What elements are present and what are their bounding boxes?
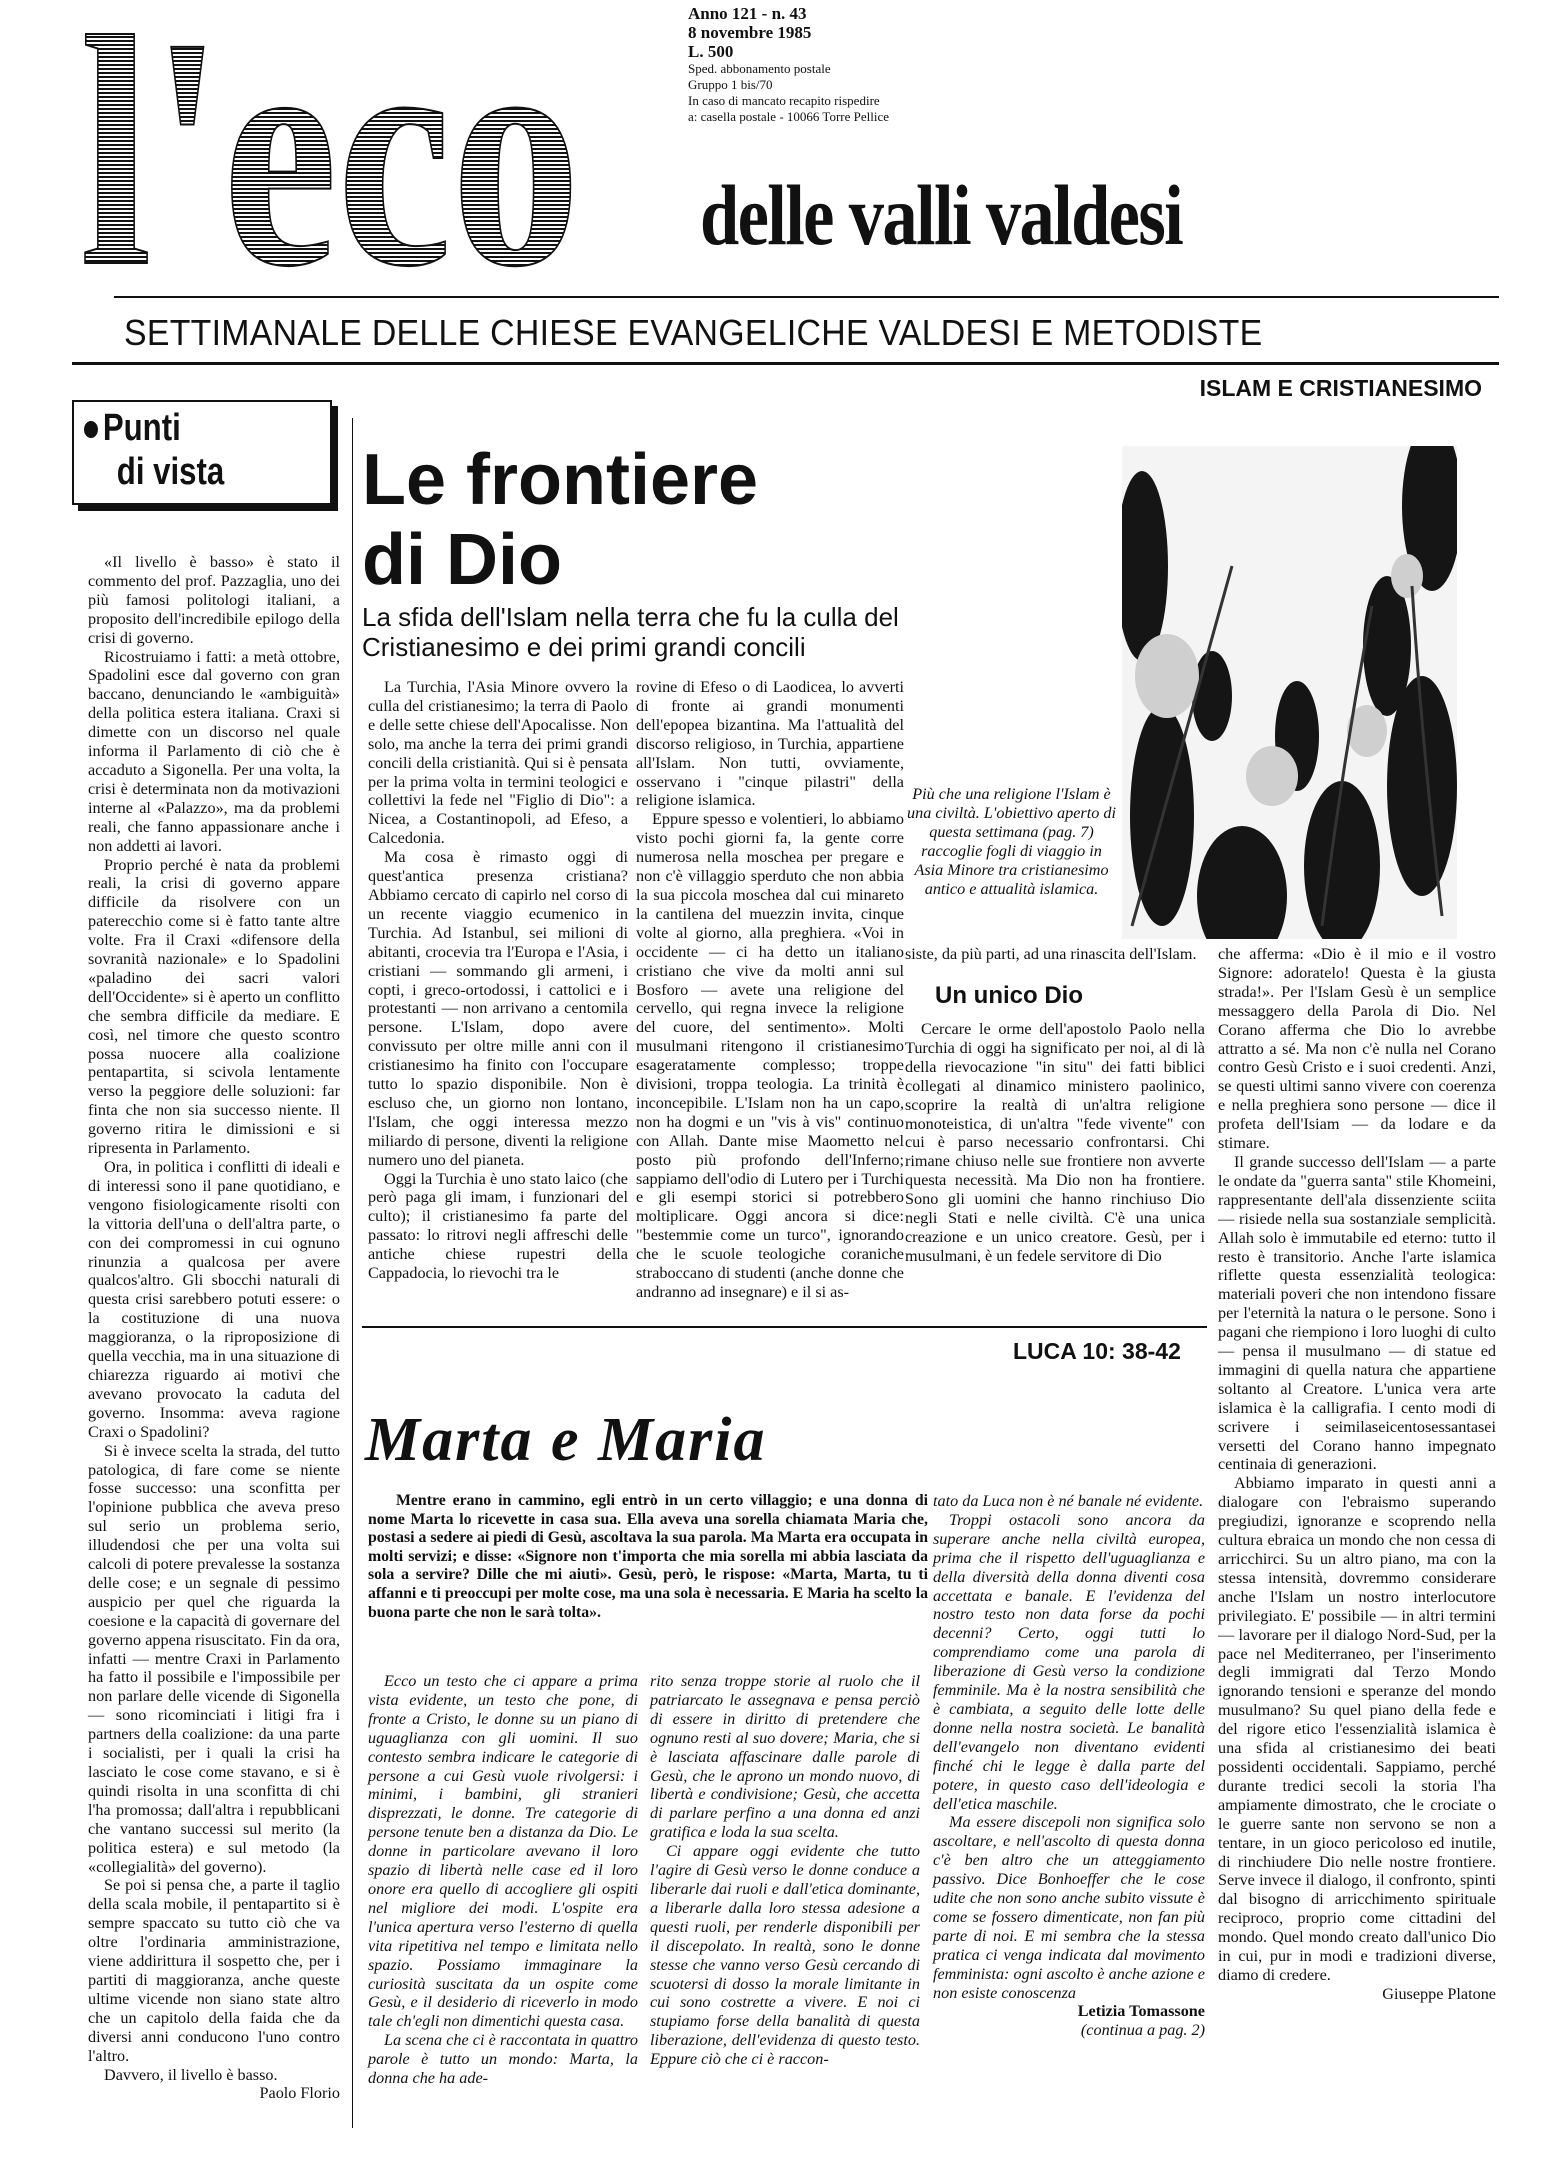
marta-lead: Mentre erano in cammino, egli entrò in un certo villaggio; e una donna di nome Marta lo ricevette in casa sua. Ella aveva una sorella chiamata Maria che, postasi a sedere ai piedi di Gesù, ascoltava la sua parola. Ma Marta era occupata in molti servizi; e disse: «Signore non t'importa che mia sorella mi abbia lasciata da sola a servire? Dille che mi aiuti». Gesù, però, le rispose: «Marta, Marta, tu ti affanni e ti preoccupi per molte cose, ma una sola è necessaria. E Maria ha scelto la buona parte che non le sarà tolta». xyxy=(368,1492,928,1621)
paragraph: Ma essere discepoli non significa solo ascoltare, e nell'ascolto di questa donna c'è ben altro che un atteggiamento passivo. Dice Bonhoeffer che le cose udite che non sono anche subito vissute è come se fossero dimenticate, non fan più parte di noi. E mi sembra che la stessa pratica ci venga indicata dal movimento femminista: ogni ascolto è anche azione e non esiste conoscenza xyxy=(933,1813,1205,2002)
paragraph: «Il livello è basso» è stato il commento del prof. Pazzaglia, uno dei più famosi politologi italiani, a proposito dell'incredibile epilogo della crisi di governo. xyxy=(88,553,340,647)
punti-di-vista-box xyxy=(72,400,332,505)
main-column-3 xyxy=(905,1020,1205,1266)
paragraph: La scena che ci è raccontata in quattro parole è tutto un mondo: Marta, la donna che ha ade- xyxy=(368,2031,638,2088)
main-column-3-top xyxy=(905,945,1205,964)
section-tag: ISLAM E CRISTIANESIMO xyxy=(1199,375,1482,401)
column-divider xyxy=(352,418,353,2128)
bullet-icon xyxy=(84,421,98,438)
paragraph: Eppure spesso e volentieri, lo abbiamo visto pochi giorni fa, la gente corre numerosa nella moschea per pregare e non c'è villaggio sperduto che non abbia la sua piccola moschea dal cui minareto la cantilena del muezzin invita, cinque volte al giorno, alla preghiera. «Voi in occidente — ci ha detto un italiano cristiano che vive da molti anni sul Bosforo — avete una religione del cervello, qui regna invece la religione del cuore, del sentimento». Molti musulmani ritengono il cristianesimo esageratamente complesso; troppe divisioni, troppa teologia. La trinità è inconcepibile. L'Islam non ha un capo, non ha dogmi e un "vis à vis" continuo con Allah. Dante mise Maometto nel posto più profondo dell'Inferno; sappiamo dell'odio di Lutero per i Turchi e gli esempi storici si potrebbero moltiplicare. Oggi ancora si dice: "bestemmie come un turco", ignorando che le scuole teologiche coraniche straboccano di studenti (anche donne che andranno ad insegnare) e il si as- xyxy=(636,810,904,1301)
masthead-rule-bottom xyxy=(72,362,1499,365)
main-headline: Le frontiere di Dio xyxy=(362,440,759,600)
paragraph: Ora, in politica i conflitti di ideali e di interessi sono il pane quotidiano, e vengono fisiologicamente risolti con la vittoria dell'una o dell'altra parte, o con dei compromessi in cui ognuno rinunzia a qualcosa per avere qualcos'altro. Gli sbocchi naturali di questa crisi sarebbero potuti essere: o la costituzione di una nuova maggioranza, o la riproposizione di quella vecchia, ma in una situazione di chiarezza riguardo ai motivi che avevano provocato la caduta del governo. Insomma: aveva ragione Craxi o Spadolini? xyxy=(88,1158,340,1441)
issue-group: Gruppo 1 bis/70 xyxy=(688,77,773,92)
paragraph: Ricostruiamo i fatti: a metà ottobre, Spadolini esce dal governo con gran baccano, denunciando le «ambiguità» della politica estera italiana. Craxi si dimette con un discorso nel quale informa il Parlamento di ciò che è accaduto a Sigonella. Per una volta, la crisi è determinata non da motivazioni interne al «Palazzo», ma da problemi reali, che fanno appassionare anche i non addetti ai lavori. xyxy=(88,647,340,855)
issue-info xyxy=(688,4,978,125)
main-column-2 xyxy=(636,678,904,1302)
paragraph: che afferma: «Dio è il mio e il vostro Signore: adoratelo! Questa è la giusta strada!». Per l'Islam Gesù è un semplice messaggero della Parola di Dio. Nel Corano afferma che Dio lo avrebbe attratto a sé. Ma non c'è nulla nel Corano contro Gesù Cristo e i suoi credenti. Anzi, se questi ultimi sanno vivere con coerenza e nella preghiera sono persone — dice il profeta dell'Isiam — da lodare e da stimare. xyxy=(1218,945,1496,1153)
punti-column xyxy=(88,553,340,2103)
issue-price: L. 500 xyxy=(688,42,734,61)
paragraph: Davvero, il livello è basso. xyxy=(104,2065,278,2084)
masthead-rule-top xyxy=(114,296,1499,298)
paragraph: Cercare le orme dell'apostolo Paolo nella Turchia di oggi ha significato per noi, al di là della rievocazione "in situ" dei fatti biblici collegati al dinamico ministero paolinico, scoprire la realtà di un'altra religione monoteistica, di un'altra "fede vivente" con cui è parso necessario confrontarsi. Chi rimane chiuso nelle sue frontiere non avverte questa necessità. Ma Dio non ha frontiere. Sono gli uomini che hanno rinchiuso Dio negli Stati e nelle civiltà. C'è una unica creazione e un unico creatore. Gesù, per i musulmani, è un fedele servitore di Dio xyxy=(905,1020,1205,1265)
continued-note: (continua a pag. 2) xyxy=(1080,2021,1205,2040)
issue-date: 8 novembre 1985 xyxy=(688,23,812,42)
paragraph: rito senza troppe storie al ruolo che il patriarcato le assegnava e pensa perciò di essere in diritto di pretendere che ognuno resti al suo dovere; Maria, che si è lasciata affascinare dalle parole di Gesù, che le aprono un mondo nuovo, di libertà e condivisione; Gesù, che accetta di parlare perfino a una donna ed anzi gratifica e loda la sua scelta. xyxy=(650,1672,920,1842)
marta-column-1 xyxy=(368,1672,638,2088)
di-vista-label: di vista xyxy=(116,451,225,493)
masthead-subtitle: SETTIMANALE DELLE CHIESE EVANGELICHE VALDESI E METODISTE xyxy=(124,312,1263,353)
marta-title: Marta e Maria xyxy=(365,1406,767,1474)
issue-address: a: casella postale - 10066 Torre Pellice xyxy=(688,109,889,124)
logo-text: l'eco xyxy=(80,8,581,278)
paragraph: Troppi ostacoli sono ancora da superare anche nella civiltà europea, prima che il rispetto dell'uguaglianza e della diversità della donna diventi cosa accettata e banale. E l'evidenza del nostro testo non data forse da pochi decenni? Certo, oggi tutti lo comprendiamo come una parola di liberazione di Gesù verso la condizione femminile. Ma è la nostra sensibilità che è cambiata, a seguito delle lotte delle donne nella nostra società. Le banalità dell'evangelo non diventano evidenti finché chi le legge è dalla parte del potere, in questo caso dell'ideologia e dell'etica maschile. xyxy=(933,1510,1205,1813)
paragraph: Proprio perché è nata da problemi reali, la crisi di governo appare difficile da risolvere con un paterecchio come si è fatto tante altre volte. Fra il Craxi «difensore della sovranità nazionale» e lo Spadolini «paladino dei sacri valori dell'Occidente» si è aperto un conflitto che sembra difficile da mediare. E così, nel timore che questo scontro possa nuocere alla coalizione pentapartita, si scivola lentamente verso la peggiore delle soluzioni: far finta che non sia successo niente. Il governo ritira le dimissioni e si ripresenta in Parlamento. xyxy=(88,855,340,1158)
paragraph: Ci appare oggi evidente che tutto l'agire di Gesù verso le donne conduce a liberarle dai ruoli e dall'etica dominante, a liberarle dalla loro stessa adesione a questi ruoli, per renderle disponibili per il discepolato. In realtà, sono le donne stesse che vanno verso Gesù cercando di scuotersi di dosso la morale limitante in cui sono costrette a vivere. E noi ci stupiamo forse della banalità di questa liberazione, dell'evidenza di questo testo. Eppure ciò che ci è raccon- xyxy=(650,1842,920,2069)
paragraph: Si è invece scelta la strada, del tutto patologica, di fare come se niente fosse successo: una sconfitta per l'opinione pubblica che aveva preso sul serio un problema serio, illudendosi che per una volta sui calcoli di potere prevalesse la sostanza delle cose; e un segnale di pessimo auspicio per quel che riguarda la coesione e la capacità di governare del governo appena risuscitato. Fin da ora, infatti — mentre Craxi in Parlamento ha fatto il possibile e l'impossibile per non parlare delle vicende di Sigonella — sono ricominciati i litigi fra i partners della coalizione: da una parte i socialisti, per i quali la crisi ha lasciato le cose come stavano, e si è quindi risolta in una sconfitta di chi l'ha promossa; dall'altra i repubblicani che vantano successi sul merito (la politica estera) e sul metodo (la «collegialità» del governo). xyxy=(88,1441,340,1876)
issue-postal: Sped. abbonamento postale xyxy=(688,61,831,76)
paragraph: Abbiamo imparato in questi anni a dialogare con l'ebraismo superando pregiudizi, ignoranze e scoprendo nella cultura ebraica un mondo che non cessa di arricchirci. Su un altro piano, ma con la stessa intensità, dovremmo considerare anche l'Islam un nostro interlocutore privilegiato. E' possibile — in altri termini — lavorare per il dialogo Nord-Sud, per la pace nel Mediterraneo, per l'inserimento degli immigrati dal Terzo Mondo ignorando tensioni e speranze del mondo musulmano? Su quel piano della fede e del rigore etico l'essenzialità islamica è una sfida al cristianesimo dei beati possidenti occidentali. Sappiamo, perché durante tredici secoli la storia l'ha ampiamente dimostrato, che le crociate o le guerre sante non servono se non a tentare, in un gioco pericoloso ed inutile, di rinchiudere Dio nelle nostre frontiere. Serve invece il dialogo, il confronto, spinti dal bisogno di arricchimento spirituale reciproco, proprio come cittadini del mondo. Quel mondo creato dall'unico Dio in cui, pur in modi e tradizioni diverse, diamo di credere. xyxy=(1218,1474,1496,1984)
paragraph: tato da Luca non è né banale né evidente. xyxy=(933,1492,1204,1510)
section-rule xyxy=(362,1326,1207,1328)
main-photo xyxy=(1122,446,1457,939)
paragraph: La Turchia, l'Asia Minore ovvero la culla del cristianesimo; la terra di Paolo e delle sette chiese dell'Apocalisse. Non solo, ma anche la terra dei primi grandi concili della cristianità. Qui si è pensata per la prima volta in termini teologici e collettivi la fede nel "Figlio di Dio": a Nicea, a Costantinopoli, ad Efeso, a Calcedonia. xyxy=(368,678,628,848)
issue-return: In caso di mancato recapito rispedire xyxy=(688,93,880,108)
main-deck: La sfida dell'Islam nella terra che fu la culla del Cristianesimo e dei primi grandi concili xyxy=(362,602,899,662)
masthead-logo xyxy=(80,8,680,278)
issue-number: Anno 121 - n. 43 xyxy=(688,4,807,23)
paragraph: Ma cosa è rimasto oggi di quest'antica presenza cristiana? Abbiamo cercato di capirlo nel corso di un recente viaggio ecumenico in Turchia. Ad Istanbul, sei milioni di abitanti, crocevia tra l'Europa e l'Asia, i cristiani — sommando gli armeni, i copti, i greco-ortodossi, i cattolici e i protestanti — non arrivano a centomila persone. L'Islam, dopo avere convissuto per oltre mille anni con il cristianesimo ha finito con l'occupare tutto lo spazio disponibile. Non è escluso che, un giorno non lontano, l'Islam, che oggi interessa mezzo miliardo di persone, diventi la religione numero uno del pianeta. xyxy=(368,848,628,1169)
paragraph: siste, da più parti, ad una rinascita dell'Islam. xyxy=(905,945,1197,963)
marta-column-3 xyxy=(933,1492,1205,2040)
main-column-1 xyxy=(368,678,628,1283)
main-column-4 xyxy=(1218,945,1496,2004)
paragraph: Ecco un testo che ci appare a prima vista evidente, un testo che pone, di fronte a Cristo, le donne su un piano di uguaglianza con gli uomini. Il suo contesto sembra indicare le categorie di persone a cui Gesù vuole rivolgersi: i minimi, i bambini, gli stranieri disprezzati, le donne. Tre categorie di persone tenute ben a distanza da Dio. Le donne in particolare avevano il loro spazio di libertà nelle case ed il loro onore era quello di accogliere gli ospiti nel migliore dei modi. L'ospite era l'unica apertura verso l'esterno di quella vita ripetitiva nel tempo e limitata nello spazio. Possiamo immaginare la curiosità suscitata da un ospite come Gesù, e il desiderio di riceverlo in modo tale ch'egli non dimentichi questa casa. xyxy=(368,1672,638,2031)
marta-column-2 xyxy=(650,1672,920,2069)
photo-caption: Più che una religione l'Islam è una civiltà. L'obiettivo aperto di questa settimana (pag. 7) raccoglie fogli di viaggio in Asia Minore tra cristianesimo antico e attualità islamica. xyxy=(907,785,1116,898)
subhead-unico-dio: Un unico Dio xyxy=(935,982,1083,1009)
bible-reference: LUCA 10: 38-42 xyxy=(1013,1338,1181,1364)
paragraph: Oggi la Turchia è uno stato laico (che però paga gli imam, i funzionari del culto); il cristianesimo fa parte del passato: lo ritrovi negli affreschi delle antiche chiese rupestri della Cappadocia, lo rievochi tra le xyxy=(368,1169,628,1283)
paragraph: rovine di Efeso o di Laodicea, lo avverti di fronte ai grandi monumenti dell'epopea bizantina. Ma l'attualità del discorso religioso, in Turchia, appartiene all'Islam. Non tutti, ovviamente, osservano i "cinque pilastri" della religione islamica. xyxy=(636,678,904,810)
main-signature: Giuseppe Platone xyxy=(1382,1984,1496,2003)
paragraph: Se poi si pensa che, a parte il taglio della scala mobile, il pentapartito si è sempre spaccato su tutto ciò che va oltre l'ordinaria amministrazione, viene addirittura il sospetto che, per i partiti di maggioranza, anche queste ultime vicende non siano state altro che un capitolo della faida che da diversi anni conducono l'uno contro l'altro. xyxy=(88,1876,340,2065)
masthead-title: delle valli valdesi xyxy=(700,167,1183,263)
marta-signature: Letizia Tomassone xyxy=(1077,2002,1205,2021)
punti-signature: Paolo Florio xyxy=(259,2084,340,2103)
punti-label: Punti xyxy=(102,407,181,449)
paragraph: Il grande successo dell'Islam — a parte le ondate da "guerra santa" stile Khomeini, rappresentante dell'ala dissenziente sciita — risiede nella sua sostanziale semplicità. Allah solo è immutabile ed eterno: tutto il resto è transitorio. Anche l'arte islamica riflette questa essenzialità teologica: materiali poveri che non intendono fissare per l'eternità la natura o le persone. Sono i pagani che riempiono i loro luoghi di culto — pensa il musulmano — di statue ed immagini di quella natura che appartiene soltanto al Creatore. L'unica vera arte islamica è la calligrafia. I cento modi di scrivere i seimilaseicentosessantasei versetti del Corano hanno impegnato centinaia di generazioni. xyxy=(1218,1152,1496,1474)
